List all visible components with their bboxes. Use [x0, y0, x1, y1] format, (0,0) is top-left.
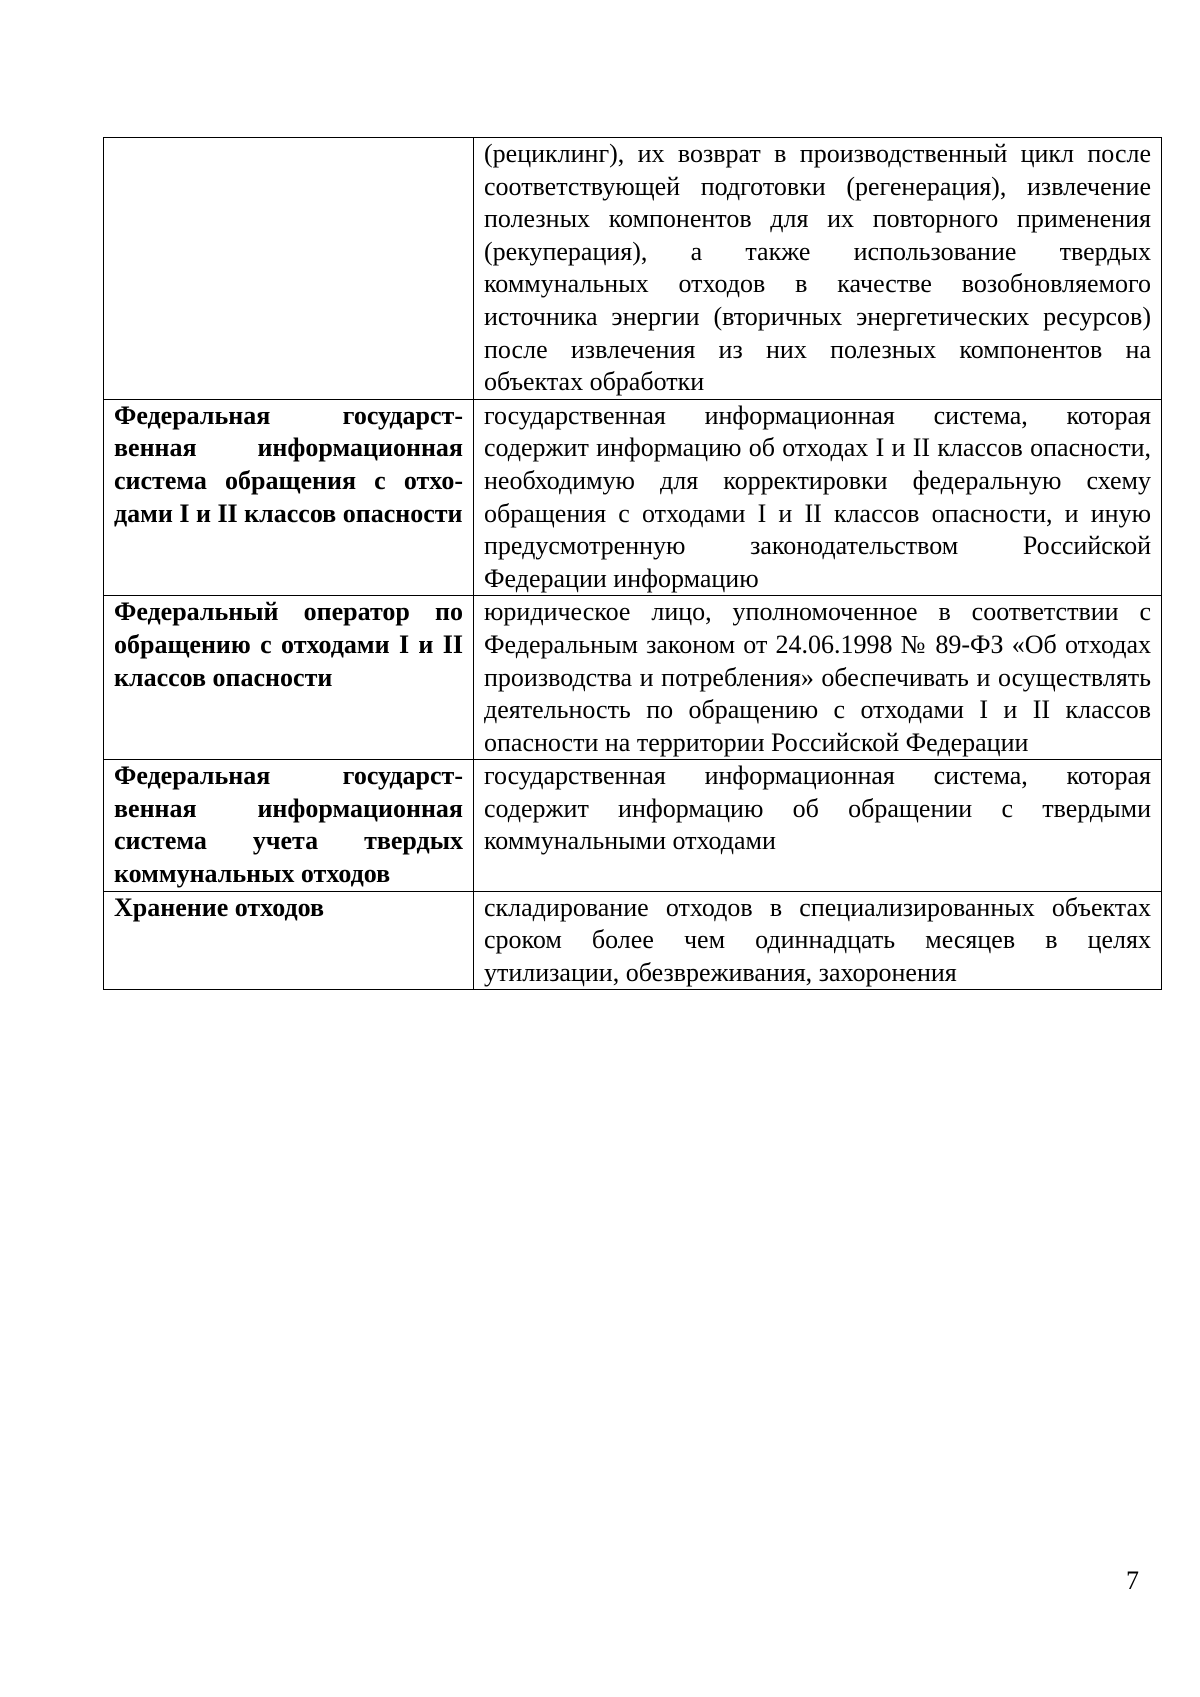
table-row [104, 138, 1162, 400]
definition-cell: (рециклинг), их возврат в производственный цикл после соответствующей подготовки (регенерация), извлечение полезных компонентов для их повторного применения (рекуперация), а также использование твердых коммунальных отходов в качестве возобновляемого источника энергии (вторичных энергетических ресурсов) после извлечения из них полезных компонентов на объектах обработки [474, 138, 1162, 400]
term-cell: Федеральный оператор по обращению с отходами I и II классов опасности [104, 596, 474, 760]
definition-cell: государственная информационная система, которая содержит информацию об отходах I и II классов опасности, необходимую для корректировки федеральную схему обращения с отходами I и II классов опасности, и иную предусмотренную законодательством Российской Федерации информацию [474, 399, 1162, 596]
term-cell: Федеральная государственная информационная система обращения с отходами I и II классов опасности [104, 399, 474, 596]
term-cell: Хранение отходов [104, 891, 474, 990]
table-row [104, 760, 1162, 891]
definition-cell: государственная информационная система, которая содержит информацию об обращении с твердыми коммунальными отходами [474, 760, 1162, 891]
definition-cell: юридическое лицо, уполномоченное в соответствии с Федеральным законом от 24.06.1998 № 89-ФЗ «Об отходах производства и потребления» обеспечивать и осуществлять деятельность по обращению с отходами I и II классов опасности на территории Российской Федерации [474, 596, 1162, 760]
definition-cell: складирование отходов в специализированных объектах сроком более чем одиннадцать месяцев в целях утилизации, обезвреживания, захоронения [474, 891, 1162, 990]
table-row [104, 596, 1162, 760]
term-cell: Федеральная государственная информационная система учета твердых коммунальных отходов [104, 760, 474, 891]
table-row [104, 891, 1162, 990]
terms-table [103, 137, 1162, 990]
page-number: 7 [1126, 1566, 1139, 1595]
table-row [104, 399, 1162, 596]
term-cell [104, 138, 474, 400]
